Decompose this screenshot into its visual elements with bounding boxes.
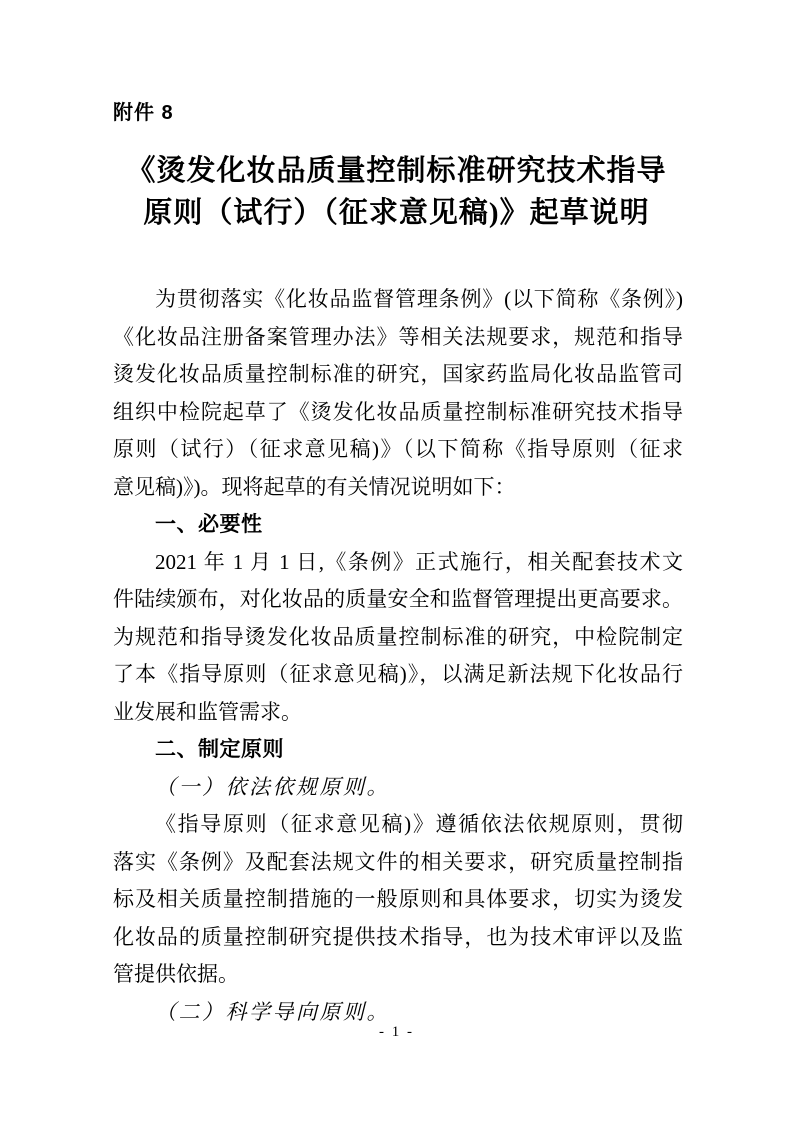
subsection-heading-science-principle: （二）科学导向原则。 [155, 999, 390, 1024]
text-line: 为规范和指导烫发化妆品质量控制标准的研究，中检院制定 [113, 624, 683, 649]
text-line: 了本《指导原则（征求意见稿)》，以满足新法规下化妆品行 [113, 662, 683, 686]
text-line: 2021 年 1 月 1 日,《条例》正式施行，相关配套技术文 [155, 549, 683, 574]
text-line: 标及相关质量控制措施的一般原则和具体要求，切实为烫发 [113, 887, 683, 911]
title-line-2: 原则（试行）（征求意见稿)》起草说明 [143, 197, 650, 229]
text-line: 原则（试行）（征求意见稿)》（以下简称《指导原则（征求 [113, 437, 683, 461]
attachment-label: 附件 8 [113, 102, 174, 124]
text-line: 件陆续颁布，对化妆品的质量安全和监督管理提出更高要求。 [113, 587, 683, 611]
document-title [60, 150, 733, 234]
text-line: 管提供依据。 [113, 962, 239, 986]
text-line: 为贯彻落实《化妆品监督管理条例》(以下简称《条例》) [155, 287, 683, 311]
text-line: 落实《条例》及配套法规文件的相关要求，研究质量控制指 [113, 849, 683, 874]
text-line: 《化妆品注册备案管理办法》等相关法规要求，规范和指导 [113, 324, 683, 349]
paragraph-legal-principle [113, 806, 683, 994]
section-heading-necessity: 一、必要性 [155, 513, 263, 536]
text-line: 意见稿)》)。现将起草的有关情况说明如下： [113, 474, 516, 499]
paragraph-intro [113, 281, 683, 506]
section-heading-principles: 二、制定原则 [155, 738, 284, 761]
text-line: 《指导原则（征求意见稿)》遵循依法依规原则，贯彻 [155, 812, 683, 836]
page-number: - 1 - [379, 1024, 414, 1040]
text-line: 组织中检院起草了《烫发化妆品质量控制标准研究技术指导 [113, 399, 683, 424]
subsection-heading-legal-principle: （一）依法依规原则。 [155, 774, 390, 799]
document-body [113, 281, 683, 1031]
paragraph-necessity [113, 544, 683, 732]
text-line: 烫发化妆品质量控制标准的研究，国家药监局化妆品监管司 [113, 362, 683, 386]
text-line: 化妆品的质量控制研究提供技术指导，也为技术审评以及监 [113, 924, 683, 949]
title-line-1: 《烫发化妆品质量控制标准研究技术指导 [126, 155, 667, 187]
text-line: 业发展和监管需求。 [113, 699, 302, 724]
